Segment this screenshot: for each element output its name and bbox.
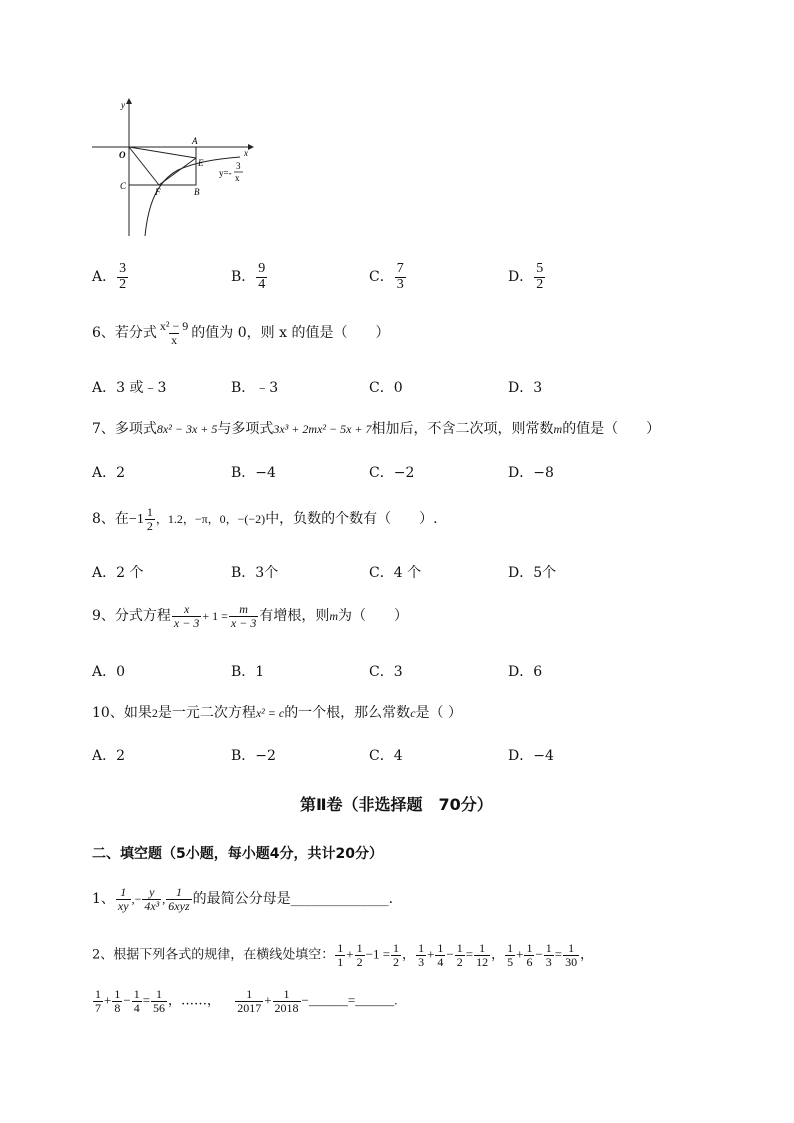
x-axis-label: x bbox=[244, 148, 248, 158]
section-subtitle: 二、填空题（5小题，每小题4分，共计20分） bbox=[92, 846, 383, 862]
q5-option-c[interactable]: C． $\frac{7}{3}$ bbox=[369, 261, 404, 292]
curve-label-den: x bbox=[235, 173, 240, 183]
question-9: 9、分式方程 $\frac{x}{x - 3}$ + 1 = $\frac{m}{x - 3}$ 有增根，则m为（ ） bbox=[92, 602, 409, 630]
answer-blank-2[interactable]: ______. bbox=[355, 992, 398, 1008]
q10-option-d[interactable]: D．−4 bbox=[508, 748, 554, 764]
fill-question-1: 1、 $\frac{1}{xy}$ ,− $\frac{y}{\text{4x³}}$ , $\frac{1}{\text{6xyz}}$ 的最简公分母是______________. bbox=[92, 885, 394, 913]
q6-options bbox=[92, 377, 692, 399]
q6-option-d[interactable]: D．3 bbox=[508, 380, 543, 396]
q5-option-a[interactable]: A． $\frac{3}{2}$ bbox=[92, 261, 127, 292]
label-c: C bbox=[120, 181, 127, 191]
label-f: F bbox=[155, 187, 161, 197]
y-axis-label: y bbox=[121, 100, 125, 110]
q10-option-c[interactable]: C．4 bbox=[369, 748, 403, 764]
q5-option-d[interactable]: D． $\frac{5}{2}$ bbox=[508, 261, 544, 292]
coordinate-figure bbox=[88, 96, 258, 240]
fill-question-2-line-2: $\frac{1}{7}$ + $\frac{1}{8}$ − $\frac{1}{4}$ = $\frac{1}{56}$ ，……， $\frac{1}{2017}$ + $\frac{1}{2018}$ −______=______. bbox=[95, 987, 398, 1015]
q10-option-a[interactable]: A．2 bbox=[92, 748, 126, 764]
question-7: 7、多项式8x² − 3x + 5与多项式3x³ + 2mx² − 5x + 7相加后，不含二次项，则常数m的值是（ ） bbox=[92, 421, 661, 437]
q7-option-a[interactable]: A．2 bbox=[92, 465, 126, 481]
curve-label: y=- bbox=[219, 168, 232, 178]
fill-question-2: 2、根据下列各式的规律，在横线处填空： $\frac{1}{1}$ + $\frac{1}{2}$ −1 = $\frac{1}{2}$ ， $\frac{1}{3}$ + $\frac{1}{4}$ − $\frac{1}{2}$ = $\frac{1}{12}$ ， $\frac{1}{5}$ + $\frac{1}{6}$ − $\frac{1}{3}$ = $\frac{1}{30}$ ， bbox=[92, 941, 594, 969]
q7-option-c[interactable]: C．−2 bbox=[369, 465, 415, 481]
q7-option-d[interactable]: D．−8 bbox=[508, 465, 554, 481]
q9-option-b[interactable]: B．1 bbox=[231, 664, 265, 680]
q8-options bbox=[92, 562, 692, 584]
curve-label-num: 3 bbox=[236, 161, 241, 171]
answer-blank-1[interactable]: −______= bbox=[301, 992, 356, 1008]
q10-option-b[interactable]: B．−2 bbox=[231, 748, 276, 764]
q6-option-a[interactable]: A．3 或﹣3 bbox=[92, 380, 167, 396]
q8-option-c[interactable]: C．4 个 bbox=[369, 565, 422, 581]
label-a: A bbox=[192, 136, 198, 146]
q8-option-d[interactable]: D．5个 bbox=[508, 565, 557, 581]
q8-option-a[interactable]: A．2 个 bbox=[92, 565, 144, 581]
q5-options bbox=[92, 262, 692, 298]
question-6: 6、若分式 $\frac{\text{x² − 9}}{x}$ 的值为 0，则 x 的值是（ ） bbox=[92, 319, 390, 347]
q9-option-a[interactable]: A．0 bbox=[92, 664, 126, 680]
q10-options bbox=[92, 745, 692, 767]
question-10: 10、如果2是一元二次方程x² = c的一个根，那么常数c是（ ） bbox=[92, 705, 462, 721]
answer-blank[interactable]: ______________ bbox=[290, 891, 389, 908]
label-b: B bbox=[194, 187, 200, 197]
section-title: 第Ⅱ卷（非选择题 70分） bbox=[300, 795, 493, 814]
label-o: O bbox=[119, 150, 126, 160]
q7-options bbox=[92, 462, 692, 484]
q9-option-c[interactable]: C．3 bbox=[369, 664, 403, 680]
question-8: 8、在−1 $\frac{1}{2}$ ，1.2，−π，0，−(−2)中，负数的个数有（ ）. bbox=[92, 505, 438, 533]
q7-option-b[interactable]: B．−4 bbox=[231, 465, 276, 481]
q6-option-b[interactable]: B．﹣3 bbox=[231, 380, 279, 396]
q9-option-d[interactable]: D．6 bbox=[508, 664, 543, 680]
label-e: E bbox=[198, 158, 204, 168]
q8-option-b[interactable]: B．3个 bbox=[231, 565, 279, 581]
q9-options bbox=[92, 661, 692, 683]
q5-option-b[interactable]: B． $\frac{9}{4}$ bbox=[231, 261, 266, 292]
q6-option-c[interactable]: C．0 bbox=[369, 380, 403, 396]
